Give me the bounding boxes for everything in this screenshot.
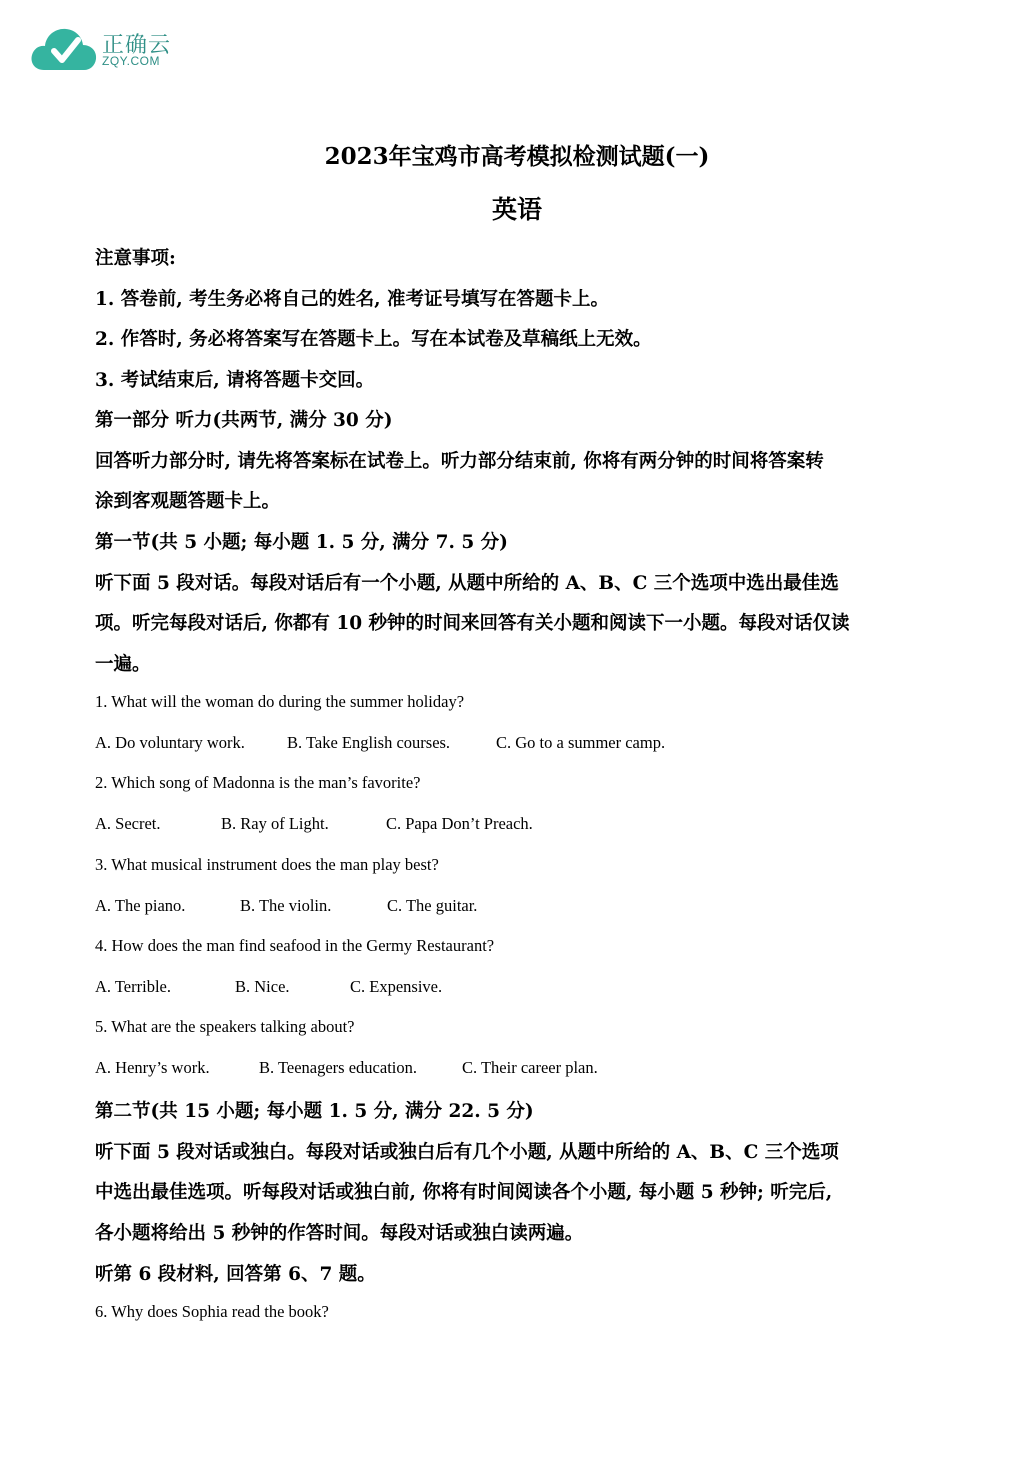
option-b: B. Nice. [235,977,290,996]
option-a: A. Secret. [95,814,161,833]
option-b: B. The violin. [240,896,332,915]
options-1 [95,733,665,753]
section2-instruction: 各小题将给出 5 秒钟的作答时间。每段对话或独白读两遍。 [95,1223,584,1244]
logo-name: 正确云 [102,33,172,58]
notes-heading: 注意事项: [95,248,176,269]
options-3 [95,896,477,916]
section2-instruction: 中选出最佳选项。听每段对话或独白前, 你将有时间阅读各个小题, 每小题 5 秒钟; 听完后, [95,1182,833,1203]
option-a: A. Terrible. [95,977,171,996]
material-6-instruction: 听第 6 段材料, 回答第 6、7 题。 [95,1264,376,1285]
section1-instruction: 项。听完每段对话后, 你都有 10 秒钟的时间来回答有关小题和阅读下一小题。每段对话仅读 [95,613,850,634]
question-3: 3. What musical instrument does the man play best? [95,855,439,874]
part1-instruction: 回答听力部分时, 请先将答案标在试卷上。听力部分结束前, 你将有两分钟的时间将答案转 [95,451,824,472]
option-a: A. The piano. [95,896,186,915]
option-a: A. Do voluntary work. [95,733,245,752]
exam-title: 2023年宝鸡市高考模拟检测试题(一) [324,143,710,170]
option-b: B. Take English courses. [287,733,451,752]
question-4: 4. How does the man find seafood in the Germy Restaurant? [95,936,495,955]
part1-instruction: 涂到客观题答题卡上。 [95,491,281,512]
option-c: C. The guitar. [387,896,478,915]
question-6: 6. Why does Sophia read the book? [95,1302,329,1321]
note-item: 1. 答卷前, 考生务必将自己的姓名, 准考证号填写在答题卡上。 [95,289,610,310]
question-1: 1. What will the woman do during the summer holiday? [95,692,465,711]
option-c: C. Papa Don’t Preach. [386,814,533,833]
option-c: C. Their career plan. [462,1058,598,1077]
section1-instruction: 听下面 5 段对话。每段对话后有一个小题, 从题中所给的 A、B、C 三个选项中选出最佳选 [95,573,839,594]
exam-subject: 英语 [491,195,542,224]
option-c: C. Expensive. [350,977,443,996]
section2-instruction: 听下面 5 段对话或独白。每段对话或独白后有几个小题, 从题中所给的 A、B、C 三个选项 [95,1142,839,1163]
note-item: 2. 作答时, 务必将答案写在答题卡上。写在本试卷及草稿纸上无效。 [95,329,652,350]
option-b: B. Ray of Light. [221,814,329,833]
option-b: B. Teenagers education. [259,1058,417,1077]
logo [30,24,180,74]
cloud-check-icon [30,24,100,74]
section1-heading: 第一节(共 5 小题; 每小题 1. 5 分, 满分 7. 5 分) [95,532,508,553]
question-5: 5. What are the speakers talking about? [95,1017,355,1036]
logo-domain: ZQY.COM [102,54,160,68]
option-c: C. Go to a summer camp. [496,733,666,752]
part1-heading: 第一部分 听力(共两节, 满分 30 分) [95,410,393,431]
options-4 [95,977,442,997]
note-item: 3. 考试结束后, 请将答题卡交回。 [95,370,375,391]
option-a: A. Henry’s work. [95,1058,210,1077]
section2-heading: 第二节(共 15 小题; 每小题 1. 5 分, 满分 22. 5 分) [95,1101,534,1122]
options-2 [95,814,533,834]
section1-instruction: 一遍。 [95,654,151,675]
question-2: 2. Which song of Madonna is the man’s favorite? [95,773,421,792]
options-5 [95,1058,598,1078]
